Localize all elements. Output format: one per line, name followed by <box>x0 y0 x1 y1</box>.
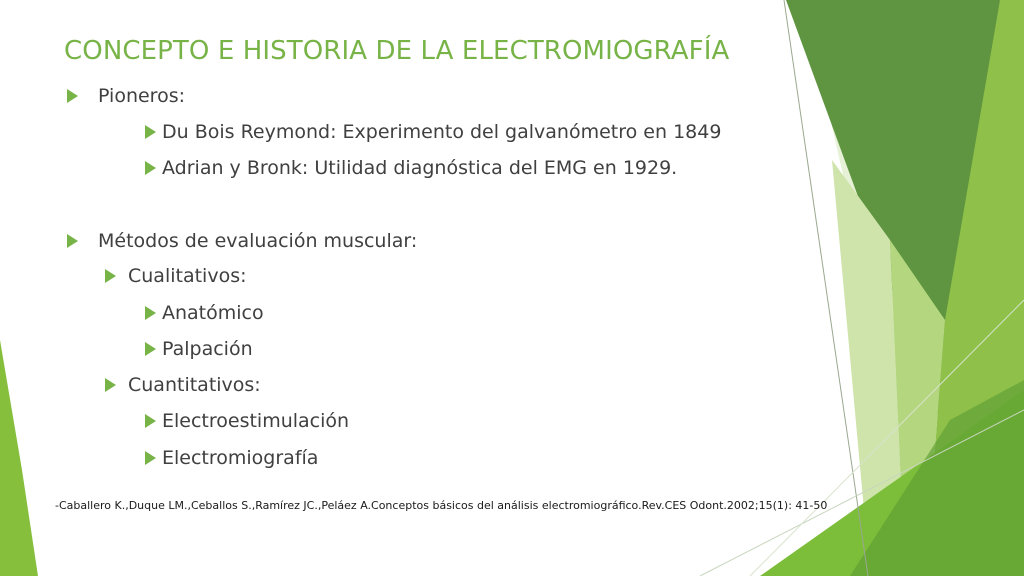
bullet-text: Métodos de evaluación muscular: <box>98 230 418 252</box>
deco-shape-left-edge <box>0 340 38 576</box>
bullet-item <box>145 302 264 324</box>
triangle-right-icon <box>105 378 116 392</box>
bullet-text: Pioneros: <box>98 85 185 107</box>
bullet-text: Adrian y Bronk: Utilidad diagnóstica del EMG en 1929. <box>162 157 678 179</box>
triangle-right-icon <box>105 269 116 283</box>
bullet-item <box>145 121 721 143</box>
triangle-right-icon <box>67 89 78 103</box>
bullet-text: Palpación <box>162 338 253 360</box>
bullet-text: Electromiografía <box>162 447 319 469</box>
triangle-right-icon <box>145 342 156 356</box>
bullet-item <box>145 410 349 432</box>
reference-footnote: -Caballero K.,Duque LM.,Ceballos S.,Ramírez JC.,Peláez A.Conceptos básicos del análisis electromiográfico.Rev.CES Odont.2002;15(1): 41-50 <box>55 499 828 512</box>
bullet-item <box>67 230 417 252</box>
bullet-text: Cualitativos: <box>128 265 247 287</box>
triangle-right-icon <box>145 306 156 320</box>
bullet-item <box>105 265 247 287</box>
slide-title: CONCEPTO E HISTORIA DE LA ELECTROMIOGRAFÍA <box>64 36 730 66</box>
triangle-right-icon <box>145 125 156 139</box>
bullet-item <box>67 85 185 107</box>
triangle-right-icon <box>67 234 78 248</box>
bullet-text: Anatómico <box>162 302 264 324</box>
bullet-item <box>145 157 677 179</box>
triangle-right-icon <box>145 161 156 175</box>
bullet-text: Du Bois Reymond: Experimento del galvanómetro en 1849 <box>162 121 722 143</box>
triangle-right-icon <box>145 414 156 428</box>
bullet-item <box>145 447 318 469</box>
bullet-text: Cuantitativos: <box>128 374 261 396</box>
bullet-item <box>145 338 253 360</box>
bullet-text: Electroestimulación <box>162 410 350 432</box>
triangle-right-icon <box>145 451 156 465</box>
bullet-item <box>105 374 261 396</box>
